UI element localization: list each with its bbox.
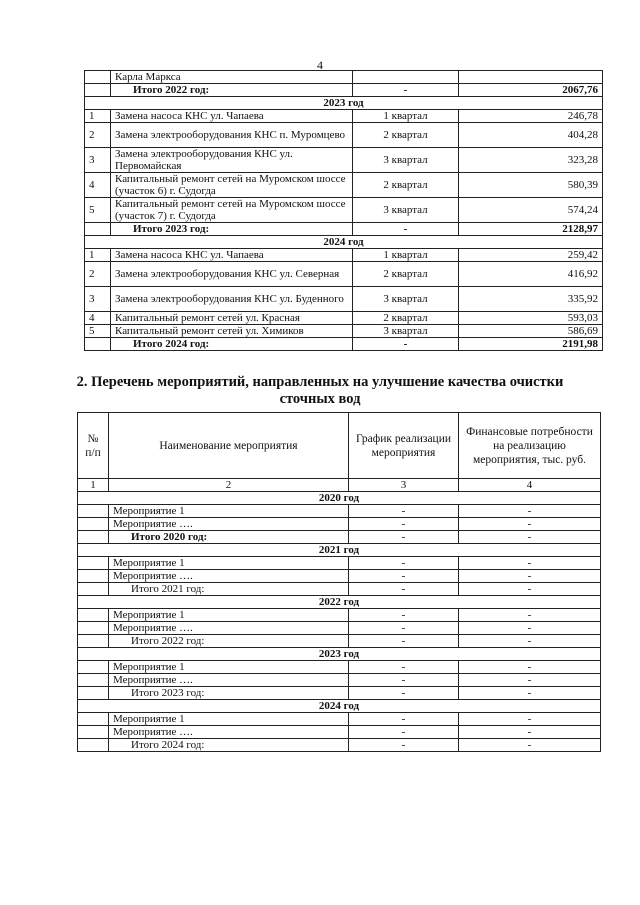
measure-schedule: - (349, 739, 459, 752)
measure-amount: 2067,76 (459, 84, 603, 97)
measure-name: Мероприятие …. (109, 518, 349, 531)
measure-amount: 416,92 (459, 262, 603, 287)
measure-schedule (353, 71, 459, 84)
table-row (85, 123, 603, 148)
table-row (78, 518, 601, 531)
measure-name: Замена насоса КНС ул. Чапаева (111, 110, 353, 123)
row-number (78, 583, 109, 596)
measure-schedule: - (353, 338, 459, 351)
measure-schedule: - (349, 557, 459, 570)
measure-amount: 580,39 (459, 173, 603, 198)
row-number: 4 (85, 173, 111, 198)
col-number-3: 3 (349, 479, 459, 492)
measure-name: Капитальный ремонт сетей ул. Химиков (111, 325, 353, 338)
row-number (78, 570, 109, 583)
total-row (78, 583, 601, 596)
total-row (85, 338, 603, 351)
table-row (85, 173, 603, 198)
year-label: 2024 год (78, 700, 601, 713)
year-label: 2022 год (78, 596, 601, 609)
measure-amount: - (459, 726, 601, 739)
wastewater-measures-table (77, 412, 601, 752)
table-row (78, 609, 601, 622)
col-number-4: 4 (459, 479, 601, 492)
section-2-heading: 2. Перечень мероприятий, направленных на улучшение качества очистки сточных вод (76, 374, 564, 407)
measure-amount: - (459, 687, 601, 700)
measure-schedule: - (349, 713, 459, 726)
measure-schedule: - (349, 674, 459, 687)
year-header-row (78, 700, 601, 713)
row-number: 3 (85, 148, 111, 173)
year-label: 2024 год (85, 236, 603, 249)
table-row (78, 557, 601, 570)
measure-amount: - (459, 505, 601, 518)
measure-name: Мероприятие …. (109, 726, 349, 739)
measure-name: Мероприятие …. (109, 570, 349, 583)
total-row (78, 531, 601, 544)
measure-amount: - (459, 739, 601, 752)
row-number: 1 (85, 110, 111, 123)
measure-schedule: - (349, 583, 459, 596)
table-row (78, 505, 601, 518)
col-number-2: 2 (109, 479, 349, 492)
year-label: 2020 год (78, 492, 601, 505)
measure-name: Замена электрооборудования КНС ул. Буденного (111, 287, 353, 312)
row-number: 2 (85, 123, 111, 148)
year-label: 2021 год (78, 544, 601, 557)
total-row (78, 739, 601, 752)
year-header-row (78, 648, 601, 661)
measure-schedule: 2 квартал (353, 123, 459, 148)
row-number (78, 687, 109, 700)
header-name: Наименование мероприятия (109, 413, 349, 479)
measure-schedule: 1 квартал (353, 110, 459, 123)
measure-name: Итого 2023 год: (109, 687, 349, 700)
row-number (78, 505, 109, 518)
total-row (85, 84, 603, 97)
measure-schedule: 3 квартал (353, 148, 459, 173)
row-number (78, 622, 109, 635)
year-header-row (85, 236, 603, 249)
measure-schedule: - (349, 726, 459, 739)
row-number: 5 (85, 325, 111, 338)
measure-name: Карла Маркса (111, 71, 353, 84)
column-number-row (78, 479, 601, 492)
measure-name: Итого 2021 год: (109, 583, 349, 596)
row-number (78, 713, 109, 726)
col-number-1: 1 (78, 479, 109, 492)
header-number: № п/п (78, 413, 109, 479)
table-row (85, 148, 603, 173)
measure-amount: - (459, 570, 601, 583)
measure-schedule: 3 квартал (353, 287, 459, 312)
table-row (78, 726, 601, 739)
measure-schedule: - (349, 661, 459, 674)
header-finance: Финансовые потребности на реализацию мероприятия, тыс. руб. (459, 413, 601, 479)
measure-name: Капитальный ремонт сетей ул. Красная (111, 312, 353, 325)
table-row (85, 287, 603, 312)
row-number (85, 71, 111, 84)
measure-name: Замена электрооборудования КНС ул. Первомайская (111, 148, 353, 173)
measure-schedule: - (349, 687, 459, 700)
row-number: 4 (85, 312, 111, 325)
row-number (78, 674, 109, 687)
page-number: 4 (317, 58, 323, 72)
measure-amount: - (459, 518, 601, 531)
total-row (78, 687, 601, 700)
measure-name: Мероприятие 1 (109, 661, 349, 674)
table-row (78, 713, 601, 726)
measure-schedule: - (353, 84, 459, 97)
table-row (85, 198, 603, 223)
table-row (85, 262, 603, 287)
measure-name: Итого 2024 год: (109, 739, 349, 752)
table-row (85, 110, 603, 123)
header-schedule: График реализации мероприятия (349, 413, 459, 479)
measure-amount: 586,69 (459, 325, 603, 338)
row-number: 3 (85, 287, 111, 312)
measure-name: Мероприятие 1 (109, 505, 349, 518)
row-number (85, 223, 111, 236)
measure-amount: - (459, 622, 601, 635)
row-number (78, 609, 109, 622)
measure-name: Итого 2024 год: (111, 338, 353, 351)
measure-amount: 593,03 (459, 312, 603, 325)
measure-amount: 335,92 (459, 287, 603, 312)
year-header-row (85, 97, 603, 110)
measure-name: Итого 2020 год: (109, 531, 349, 544)
measure-amount: - (459, 609, 601, 622)
measure-name: Мероприятие 1 (109, 557, 349, 570)
measure-schedule: - (349, 570, 459, 583)
table-header-row (78, 413, 601, 479)
measures-table-continued (84, 70, 603, 351)
measure-amount: - (459, 583, 601, 596)
measure-schedule: - (349, 505, 459, 518)
measure-schedule: - (349, 518, 459, 531)
measure-name: Мероприятие 1 (109, 609, 349, 622)
total-row (85, 223, 603, 236)
row-number (78, 739, 109, 752)
measure-amount: - (459, 557, 601, 570)
measure-name: Замена электрооборудования КНС п. Муромцево (111, 123, 353, 148)
measure-schedule: - (349, 635, 459, 648)
measure-name: Капитальный ремонт сетей на Муромском шоссе (участок 6) г. Судогда (111, 173, 353, 198)
year-header-row (78, 544, 601, 557)
measure-amount: 259,42 (459, 249, 603, 262)
measure-name: Итого 2022 год: (111, 84, 353, 97)
table-row (78, 674, 601, 687)
year-header-row (78, 596, 601, 609)
measure-name: Мероприятие …. (109, 674, 349, 687)
row-number (78, 557, 109, 570)
table-row (78, 570, 601, 583)
table-row (85, 312, 603, 325)
measure-amount: 2191,98 (459, 338, 603, 351)
measure-amount: 574,24 (459, 198, 603, 223)
row-number: 5 (85, 198, 111, 223)
row-number (85, 338, 111, 351)
table-row (78, 622, 601, 635)
measure-name: Замена насоса КНС ул. Чапаева (111, 249, 353, 262)
measure-schedule: - (353, 223, 459, 236)
measure-name: Мероприятие …. (109, 622, 349, 635)
measure-amount: 404,28 (459, 123, 603, 148)
measure-schedule: - (349, 622, 459, 635)
row-number (78, 518, 109, 531)
measure-amount (459, 71, 603, 84)
measure-schedule: - (349, 531, 459, 544)
table-row (85, 249, 603, 262)
table-row (85, 325, 603, 338)
table-row (85, 71, 603, 84)
measure-schedule: 2 квартал (353, 173, 459, 198)
measure-schedule: - (349, 609, 459, 622)
measure-schedule: 1 квартал (353, 249, 459, 262)
measure-schedule: 2 квартал (353, 312, 459, 325)
measure-amount: - (459, 661, 601, 674)
measure-name: Капитальный ремонт сетей на Муромском шоссе (участок 7) г. Судогда (111, 198, 353, 223)
row-number (78, 661, 109, 674)
measure-amount: - (459, 635, 601, 648)
year-label: 2023 год (85, 97, 603, 110)
row-number (85, 84, 111, 97)
measure-name: Итого 2023 год: (111, 223, 353, 236)
measure-amount: - (459, 531, 601, 544)
measure-schedule: 3 квартал (353, 325, 459, 338)
measure-amount: 323,28 (459, 148, 603, 173)
measure-schedule: 3 квартал (353, 198, 459, 223)
measure-name: Замена электрооборудования КНС ул. Северная (111, 262, 353, 287)
measure-amount: 2128,97 (459, 223, 603, 236)
row-number: 2 (85, 262, 111, 287)
measure-schedule: 2 квартал (353, 262, 459, 287)
row-number: 1 (85, 249, 111, 262)
measure-amount: - (459, 674, 601, 687)
row-number (78, 726, 109, 739)
year-header-row (78, 492, 601, 505)
measure-amount: - (459, 713, 601, 726)
year-label: 2023 год (78, 648, 601, 661)
measure-name: Мероприятие 1 (109, 713, 349, 726)
measure-amount: 246,78 (459, 110, 603, 123)
total-row (78, 635, 601, 648)
row-number (78, 531, 109, 544)
measure-name: Итого 2022 год: (109, 635, 349, 648)
table-row (78, 661, 601, 674)
row-number (78, 635, 109, 648)
